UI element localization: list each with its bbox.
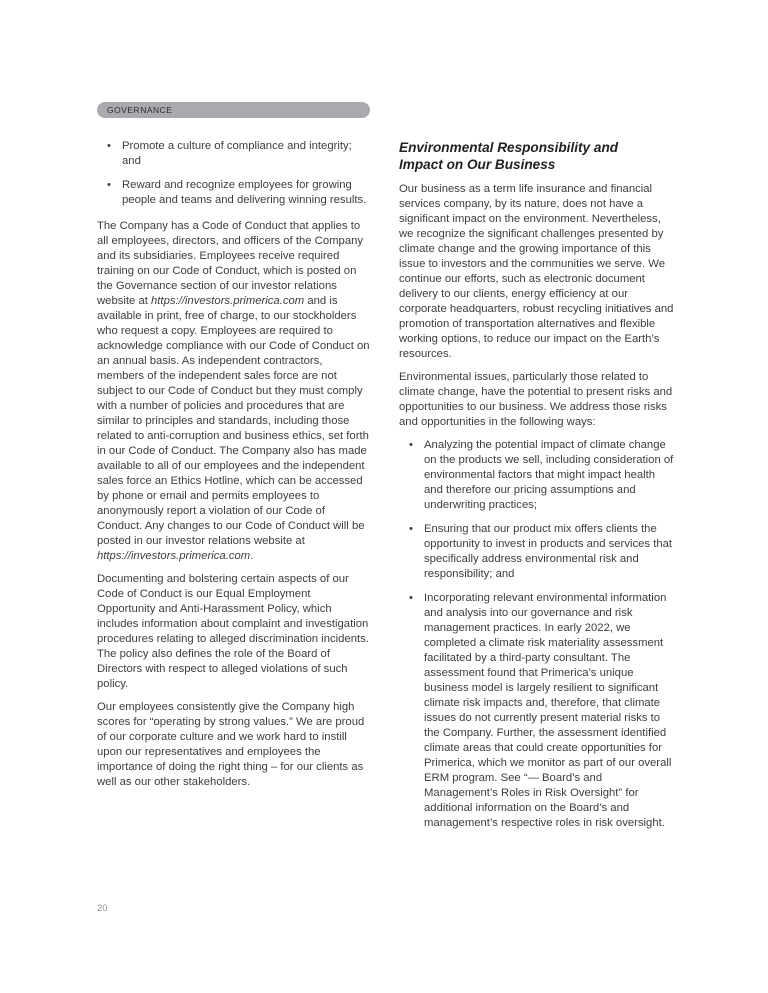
bullet-icon: •: [409, 523, 413, 535]
left-bullet-list: [97, 139, 370, 208]
paragraph: Our business as a term life insurance and financial services company, by its nature, does not have a significant impact on the environment. Nevertheless, we recognize the significant challenges presented by climate change and the growing importance of this issue to investors and the communities we serve. We continue our efforts, such as electronic document delivery to our clients, energy efficiency at our corporate headquarters, robust recycling initiatives and promotion of transportation alternatives and flexible working options, to reduce our impact on the Earth’s resources.: [399, 183, 674, 360]
bullet-text: Promote a culture of compliance and integrity; and: [122, 140, 352, 167]
bullet-text: Ensuring that our product mix offers clients the opportunity to invest in products and services that specifically address environmental risk and responsibility; and: [424, 523, 673, 580]
list-item: [399, 591, 676, 831]
list-item: [399, 522, 676, 582]
two-column-body: [97, 139, 768, 842]
right-bullet-list: [399, 438, 676, 831]
governance-section-tab: [97, 102, 370, 118]
list-item: [97, 139, 370, 169]
list-item: [97, 178, 370, 208]
bullet-text: Incorporating relevant environmental information and analysis into our governance and risk management practices. In early 2022, we completed a climate risk materiality assessment facilitated by a third-party consultant. The assessment found that Primerica’s unique business model is largely resilient to significant climate risk impacts and, therefore, that climate issues do not currently present material risks to the Company. Further, the assessment identified climate areas that could create opportunities for Primerica, which we monitor as part of our overall ERM program. See “— Board’s and Management’s Roles in Risk Oversight” for additional information on the Board’s and management’s respective roles in risk oversight.: [424, 592, 672, 829]
bullet-icon: •: [107, 140, 111, 152]
right-column: [399, 139, 676, 842]
paragraph: Our employees consistently give the Company high scores for “operating by strong values.” We are proud of our corporate culture and we work hard to instill upon our representatives and employees the importance of doing the right thing – for our clients as well as our other stakeholders.: [97, 701, 365, 788]
section-tab-label: GOVERNANCE: [107, 105, 173, 115]
bullet-icon: •: [409, 592, 413, 604]
list-item: [399, 438, 676, 513]
paragraph: Documenting and bolstering certain aspects of our Code of Conduct is our Equal Employment Opportunity and Anti-Harassment Policy, which includes information about complaint and investigation procedures relating to alleged discrimination incidents. The policy also defines the role of the Board of Directors with respect to alleged violations of such policy.: [97, 573, 369, 690]
bullet-text: Reward and recognize employees for growing people and teams and delivering winning results.: [122, 179, 367, 206]
bullet-text: Analyzing the potential impact of climate change on the products we sell, including consideration of environmental factors that might impact health and therefore our pricing assumptions and underwriting practices;: [424, 439, 674, 511]
paragraph: The Company has a Code of Conduct that applies to all employees, directors, and officers of the Company and its subsidiaries. Employees receive required training on our Code of Conduct, which is posted on the Governance section of our investor relations website at https://investors.primerica.com and is available in print, free of charge, to our stockholders who request a copy. Employees are required to acknowledge compliance with our Code of Conduct on an annual basis. As independent contractors, members of the independent sales force are not subject to our Code of Conduct but they must comply with a number of policies and procedures that are similar to principles and standards, including those related to anti-corruption and business ethics, set forth in our Code of Conduct. The Company also has made available to all of our employees and the independent sales force an Ethics Hotline, which can be accessed by phone or email and permits employees to anonymously report a violation of our Code of Conduct. Any changes to our Code of Conduct will be posted in our investor relations website at https://investors.primerica.com.: [97, 220, 370, 562]
bullet-icon: •: [107, 179, 111, 191]
page-number: 20: [97, 903, 108, 914]
section-heading: Environmental Responsibility and Impact on Our Business: [399, 140, 619, 172]
left-column: [97, 139, 370, 842]
paragraph: Environmental issues, particularly those related to climate change, have the potential to present risks and opportunities to our business. We address those risks and opportunities in the following ways:: [399, 371, 673, 428]
bullet-icon: •: [409, 439, 413, 451]
